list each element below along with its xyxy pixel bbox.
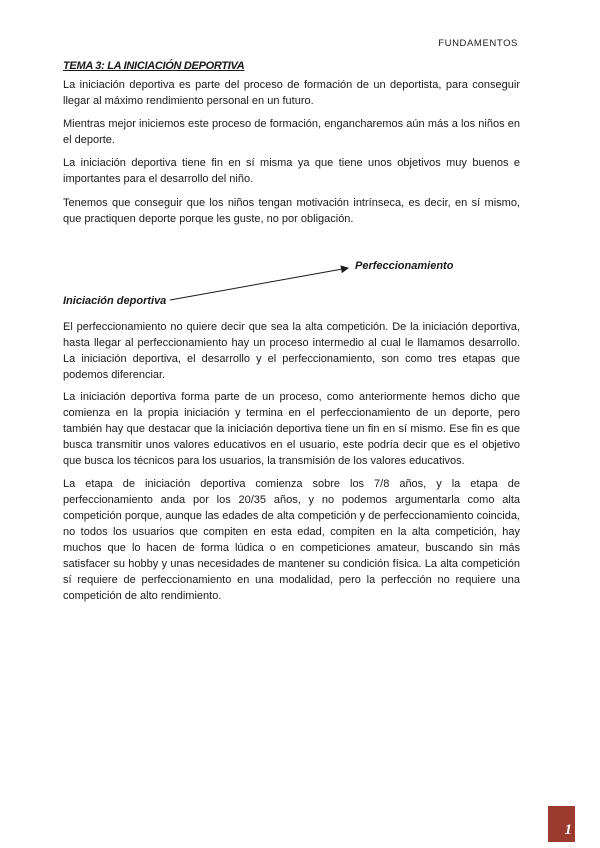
paragraph: La iniciación deportiva forma parte de un proceso, como anteriormente hemos dicho que comienza en la propia iniciación y termina en el perfeccionamiento de un deporte, pero también hay que destacar que la iniciación deportiva tiene un fin en sí mismo. Ese fin es que busca transmitir unos valores educativos en el usuario, este podría decir que es el objetivo que busca los técnicos para los usuarios, la transmisión de los valores educativos.: [63, 391, 520, 467]
page-title: TEMA 3: LA INICIACIÓN DEPORTIVA: [63, 60, 245, 72]
paragraph: La etapa de iniciación deportiva comienza sobre los 7/8 años, y la etapa de perfeccionamiento anda por los 20/35 años, y no podemos argumentarla como alta competición porque, aunque las edades de alta competición y de perfeccionamiento coincida, no todos los usuarios que compiten en esta edad, compiten en la alta competición, hay muchos que lo hacen de forma lúdica o en competiciones amateur, buscando sin más satisfacer su hobby y unas necesidades de mantener su condición física. La alta competición sí requiere de perfeccionamiento en una modalidad, pero la perfección no requiere una competición de alto rendimiento.: [63, 478, 520, 602]
running-header: FUNDAMENTOS: [438, 38, 518, 49]
diagram-end-label: Perfeccionamiento: [355, 260, 454, 272]
paragraph: El perfeccionamiento no quiere decir que sea la alta competición. De la iniciación deportiva, hasta llegar al perfeccionamiento hay un proceso intermedio al cual le llamamos desarrollo. La iniciación deportiva, el desarrollo y el perfeccionamiento, son como tres etapas que podemos diferenciar.: [63, 321, 520, 381]
paragraph: Tenemos que conseguir que los niños tengan motivación intrínseca, es decir, en sí mismo, que practiquen deporte porque les guste, no por obligación.: [63, 197, 520, 225]
paragraph: La iniciación deportiva es parte del proceso de formación de un deportista, para conseguir llegar al máximo rendimiento personal en un futuro.: [63, 79, 520, 107]
paragraph: La iniciación deportiva tiene fin en sí misma ya que tiene unos objetivos muy buenos e importantes para el desarrollo del niño.: [63, 157, 520, 185]
diagram-start-label: Iniciación deportiva: [63, 295, 167, 307]
paragraph: Mientras mejor iniciemos este proceso de formación, engancharemos aún más a los niños en el deporte.: [63, 118, 520, 146]
page-number-badge: [548, 806, 575, 842]
page-number: 1: [564, 822, 572, 838]
